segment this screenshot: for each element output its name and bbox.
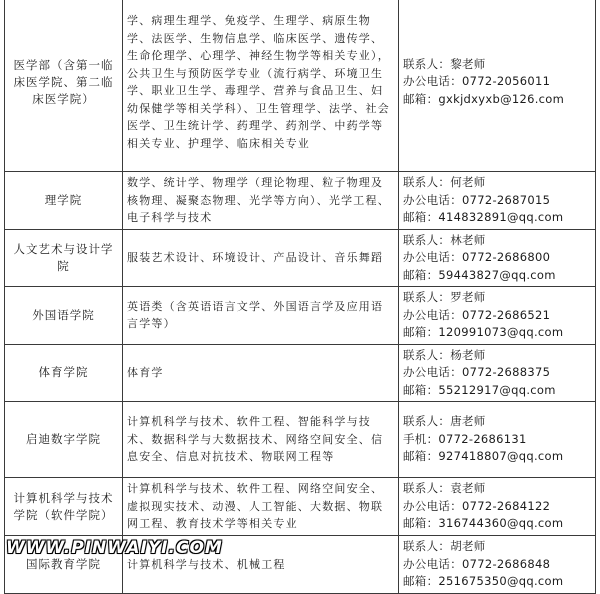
contact-cell: [399, 0, 596, 172]
contact-cell: [399, 287, 596, 345]
contact-cell: [399, 344, 596, 402]
table-row: [5, 229, 596, 287]
contact-phone: 手机：0772-2686131: [403, 431, 527, 446]
majors-cell: 数学、统计学、物理学（理论物理、粒子物理及核物理、凝聚态物理、光学等方向）、光学工程、电子科学与技术: [123, 172, 399, 230]
contact-email: 邮箱：414832891@qq.com: [403, 210, 564, 224]
contact-person: 联系人：唐老师: [403, 414, 486, 429]
contact-person: 联系人：何老师: [403, 175, 486, 189]
contact-phone: 办公电话：0772-2687015: [403, 192, 551, 207]
contact-phone: 办公电话：0772-2688375: [403, 365, 551, 379]
contact-email: 邮箱：927418807@qq.com: [403, 449, 564, 464]
department-cell: 体育学院: [5, 344, 123, 402]
table-row: [5, 287, 596, 345]
table-row: [5, 0, 596, 172]
contact-cell: [399, 402, 596, 478]
contact-cell: [399, 229, 596, 287]
contact-cell: [399, 536, 596, 594]
department-cell: 启迪数字学院: [5, 402, 123, 478]
contact-phone: 办公电话：0772-2684122: [403, 498, 551, 513]
majors-cell: 服装艺术设计、环境设计、产品设计、音乐舞蹈: [123, 229, 399, 287]
contact-email: 邮箱：gxkjdxyxb@126.com: [403, 91, 565, 106]
contact-email: 邮箱：316744360@qq.com: [403, 516, 564, 531]
contact-phone: 办公电话：0772-2686848: [403, 556, 551, 571]
department-cell: 计算机科学与技术学院（软件学院）: [5, 478, 123, 536]
majors-cell: 计算机科学与技术、软件工程、网络空间安全、虚拟现实技术、动漫、人工智能、大数据、物联网工程、教育技术学等相关专业: [123, 478, 399, 536]
department-cell: 人文艺术与设计学院: [5, 229, 123, 287]
table-row: [5, 478, 596, 536]
contact-phone: 办公电话：0772-2686800: [403, 250, 551, 264]
contact-cell: [399, 172, 596, 230]
contact-email: 邮箱：55212917@qq.com: [403, 382, 556, 397]
recruitment-table: [4, 0, 596, 594]
majors-cell: 体育学: [123, 344, 399, 402]
department-cell: 医学部（含第一临床医学院、第二临床医学院）: [5, 0, 123, 172]
majors-cell: 学、病理生理学、免疫学、生理学、病原生物学、法医学、生物信息学、临床医学、遗传学、生命伦理学、心理学、神经生物学等相关专业），公共卫生与预防医学专业（流行病学、环境卫生学、职业卫生学、毒理学、营养与食品卫生、妇幼保健学等相关学科）、卫生管理学、法学、社会医学、卫生统计学、药理学、药剂学、中药学等相关专业、护理学、临床相关专业: [123, 0, 399, 172]
majors-cell: 计算机科学与技术、机械工程: [123, 536, 399, 594]
contact-cell: [399, 478, 596, 536]
contact-person: 联系人：胡老师: [403, 539, 486, 553]
contact-phone: 办公电话：0772-2056011: [403, 74, 551, 89]
majors-cell: 计算机科学与技术、软件工程、智能科学与技术、数据科学与大数据技术、网络空间安全、信息安全、信息对抗技术、物联网工程等: [123, 402, 399, 478]
contact-email: 邮箱：251675350@qq.com: [403, 574, 564, 588]
contact-email: 邮箱：59443827@qq.com: [403, 267, 556, 282]
contact-person: 联系人：黎老师: [403, 56, 486, 71]
table-row: [5, 402, 596, 478]
contact-person: 联系人：罗老师: [403, 290, 486, 304]
contact-person: 联系人：杨老师: [403, 347, 486, 362]
contact-person: 联系人：林老师: [403, 232, 486, 247]
contact-phone: 办公电话：0772-2686521: [403, 307, 551, 322]
contact-person: 联系人：袁老师: [403, 481, 486, 496]
contact-email: 邮箱：120991073@qq.com: [403, 325, 564, 339]
majors-cell: 英语类（含英语语言文学、外国语言学及应用语言学等）: [123, 287, 399, 345]
department-cell: 外国语学院: [5, 287, 123, 345]
table-row: [5, 344, 596, 402]
department-cell: 理学院: [5, 172, 123, 230]
department-cell: 国际教育学院: [5, 536, 123, 594]
table-row: [5, 172, 596, 230]
watermark-logo: WWW.PINWAIYI.COM: [6, 538, 223, 558]
